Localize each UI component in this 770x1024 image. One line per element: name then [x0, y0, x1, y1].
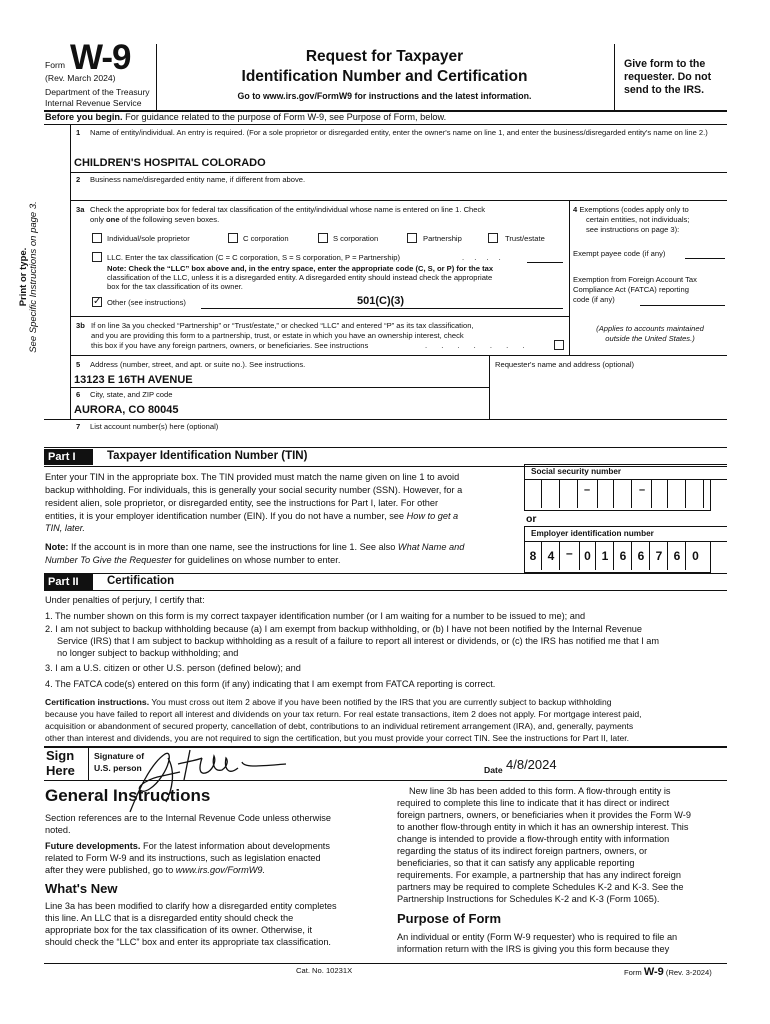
checkbox-s-corporation[interactable]	[318, 233, 328, 243]
fatca-code-field[interactable]	[640, 305, 725, 306]
gi-para1-line1: Section references are to the Internal Revenue Code unless otherwise	[45, 813, 332, 823]
part1-para-line5: TIN, later.	[45, 523, 85, 533]
right-col-line7: beneficiaries, so that it can satisfy any applicable reporting	[397, 858, 635, 868]
whats-new-line2: this line. An LLC that is a disregarded entity should check the	[45, 913, 294, 923]
perjury-intro: Under penalties of perjury, I certify that:	[45, 595, 205, 605]
line3b-number: 3b	[76, 321, 85, 330]
right-col-line9: partners may be required to complete Schedules K-2 and K-3. See the	[397, 882, 684, 892]
fatca-line2: Compliance Act (FATCA) reporting	[573, 285, 689, 294]
exempt-payee-label: Exempt payee code (if any)	[573, 249, 666, 258]
ein-digit: 0	[579, 542, 596, 570]
line6-number: 6	[76, 390, 81, 399]
or-label: or	[526, 513, 537, 525]
handwritten-signature[interactable]	[110, 742, 290, 820]
line3b-dots: . . . . . . .	[425, 341, 531, 350]
footer-form-id: Form W-9 (Rev. 3-2024)	[624, 966, 712, 978]
label-c-corporation: C corporation	[243, 234, 289, 243]
line6-label: City, state, and ZIP code	[90, 390, 173, 399]
line5-number: 5	[76, 360, 81, 369]
ein-digit: 4	[543, 542, 560, 570]
applies-line1: (Applies to accounts maintained	[596, 324, 704, 333]
part2-title: Certification	[107, 575, 175, 587]
cert-instructions-line1: Certification instructions. You must cross out item 2 above if you have been notified by the IRS that you are currently subject to backup withholding	[45, 697, 612, 707]
label-partnership: Partnership	[423, 234, 462, 243]
line5-label: Address (number, street, and apt. or suite no.). See instructions.	[90, 360, 306, 369]
future-dev-line1: Future developments. For the latest information about developments	[45, 841, 330, 851]
line3a-label2: only one of the following seven boxes.	[90, 215, 220, 224]
give-form-line1: Give form to the	[624, 58, 706, 70]
exemptions-heading: 4 Exemptions (codes apply only to	[573, 205, 689, 214]
form-title-line2: Identification Number and Certification	[241, 68, 528, 85]
other-value[interactable]: 501(C)(3)	[357, 295, 405, 307]
exemptions-text3: see instructions on page 3):	[586, 225, 680, 234]
side-instructions-label: Print or type. See Specific Instructions on page 3.	[18, 201, 39, 353]
ein-digit: 7	[651, 542, 668, 570]
label-llc: LLC. Enter the tax classification (C = C corporation, S = S corporation, P = Partnership)	[107, 253, 400, 262]
line3a-label1: Check the appropriate box for federal tax classification of the entity/individual whose name is entered on line 1. Check	[90, 205, 486, 214]
fatca-line3: code (if any)	[573, 295, 615, 304]
cert-item1: 1. The number shown on this form is my correct taxpayer identification number (or I am waiting for a number to be issued to me); and	[45, 611, 586, 621]
checkbox-trust-estate[interactable]	[488, 233, 498, 243]
cert-item2-line1: 2. I am not subject to backup withholding because (a) I am exempt from backup withholding, or (b) I have not been notified by the Internal Revenue	[45, 624, 643, 634]
checkbox-individual[interactable]	[92, 233, 102, 243]
checkbox-llc[interactable]	[92, 252, 102, 262]
line3b-text3: this box if you have any foreign partners, owners, or beneficiaries. See instructions	[91, 341, 369, 350]
cert-instructions-line4: other than interest and dividends, you are not required to sign the certification, but you must provide your correct TIN. See the instructions for Part II, later.	[45, 733, 630, 743]
right-col-line8: requirements. For example, a partnership that has any indirect foreign	[397, 870, 681, 880]
part1-note-line1: Note: If the account is in more than one name, see the instructions for line 1. See also What Name and	[45, 542, 465, 552]
cert-item2-line2: Service (IRS) that I am subject to backup withholding as a result of a failure to report all interest or dividends, or (c) the IRS has notified me that I am	[57, 636, 660, 646]
right-col-line1: New line 3b has been added to this form. A flow-through entity is	[409, 786, 671, 796]
goto-irs-link[interactable]: Go to www.irs.gov/FormW9 for instructions and the latest information.	[237, 91, 532, 101]
checkbox-c-corporation[interactable]	[228, 233, 238, 243]
here-label: Here	[46, 763, 75, 778]
cert-item2-line3: no longer subject to backup withholding; and	[57, 648, 239, 658]
line6-city-value[interactable]: AURORA, CO 80045	[74, 404, 179, 416]
right-col-line4: to another flow-through entity in which it has an ownership interest. This	[397, 822, 689, 832]
signature-label-line1: Signature of	[94, 751, 145, 761]
dept-treasury: Department of the Treasury	[45, 87, 150, 97]
purpose-line2: information return with the IRS is giving you this form because they	[397, 944, 670, 954]
purpose-of-form-heading: Purpose of Form	[397, 911, 502, 926]
cert-item3: 3. I am a U.S. citizen or other U.S. person (defined below); and	[45, 663, 301, 673]
ein-digit: 6	[615, 542, 632, 570]
part1-para-line1: Enter your TIN in the appropriate box. The TIN provided must match the name given on line 1 to avoid	[45, 472, 460, 482]
catalog-number: Cat. No. 10231X	[296, 966, 353, 975]
llc-note-line2: classification of the LLC, unless it is a disregarded entity. A disregarded entity should instead check the appropriate	[107, 273, 493, 282]
checkbox-foreign-partners[interactable]	[554, 340, 564, 350]
ein-digit: 6	[669, 542, 686, 570]
part1-para-line4: entities, it is your employer identification number (EIN). If you do not have a number, see How to get a	[45, 511, 459, 521]
part1-label: Part I	[44, 449, 93, 465]
form-title-line1: Request for Taxpayer	[305, 48, 464, 65]
signature-label-line2: U.S. person	[94, 763, 142, 773]
checkbox-partnership[interactable]	[407, 233, 417, 243]
llc-note-line1: Note: Check the “LLC” box above and, in the entry space, enter the appropriate code (C, S, or P) for the tax	[107, 264, 494, 273]
right-col-line6: regarding the status of its indirect foreign partners, owners, or	[397, 846, 648, 856]
whats-new-line4: should check the “LLC” box and enter its appropriate tax classification.	[45, 937, 331, 947]
line7-label: List account number(s) here (optional)	[90, 422, 219, 431]
llc-dots: . . . .	[462, 253, 505, 262]
checkbox-other[interactable]	[92, 297, 102, 307]
whats-new-line1: Line 3a has been modified to clarify how a disregarded entity completes	[45, 901, 337, 911]
exempt-payee-field[interactable]	[685, 258, 725, 259]
ein-digit: 1	[597, 542, 614, 570]
ein-digit: 6	[633, 542, 650, 570]
part1-note-line2: Number To Give the Requester for guidelines on whose number to enter.	[45, 555, 341, 565]
fatca-line1: Exemption from Foreign Account Tax	[573, 275, 697, 284]
date-label: Date	[484, 765, 503, 775]
future-dev-line3: after they were published, go to www.irs.gov/FormW9.	[45, 865, 266, 875]
line3b-text2: and you are providing this form to a partnership, trust, or estate in which you have an ownership interest, check	[91, 331, 464, 340]
part1-para-line3: resident alien, sole proprietor, or disregarded entity, see the instructions for Part I, later. For other	[45, 498, 439, 508]
label-other: Other (see instructions)	[107, 298, 186, 307]
label-s-corporation: S corporation	[333, 234, 379, 243]
label-individual: Individual/sole proprietor	[107, 234, 190, 243]
ssn-input[interactable]: – –	[524, 480, 711, 511]
ein-label-box: Employer identification number	[524, 526, 727, 542]
line2-label: Business name/disregarded entity name, if different from above.	[90, 175, 306, 184]
ssn-label-box: Social security number	[524, 464, 727, 480]
form-word: Form	[45, 60, 66, 70]
part2-label: Part II	[44, 574, 93, 590]
label-trust-estate: Trust/estate	[505, 234, 545, 243]
line3a-number: 3a	[76, 205, 85, 214]
checkmark-icon: ✓	[93, 296, 102, 307]
gi-para1-line2: noted.	[45, 825, 71, 835]
whats-new-heading: What's New	[45, 881, 118, 896]
right-col-line3: foreign partners, owners, or beneficiaries when it provides the Form W-9	[397, 810, 691, 820]
future-dev-line2: related to Form W-9 and its instructions, such as legislation enacted	[45, 853, 321, 863]
line2-number: 2	[76, 175, 81, 184]
sign-label: Sign	[46, 748, 75, 763]
date-value[interactable]: 4/8/2024	[506, 757, 557, 772]
part1-title: Taxpayer Identification Number (TIN)	[107, 450, 308, 462]
rev-date: (Rev. March 2024)	[45, 73, 116, 83]
ein-input[interactable]	[524, 542, 711, 573]
right-col-line2: required to complete this line to indicate that it has direct or indirect	[397, 798, 670, 808]
right-col-line5: change is intended to provide a flow-through entity with information	[397, 834, 670, 844]
line7-number: 7	[76, 422, 81, 431]
dept-irs: Internal Revenue Service	[45, 98, 142, 108]
give-form-line2: requester. Do not	[624, 71, 712, 83]
llc-code-field[interactable]	[527, 262, 563, 263]
before-you-begin: Before you begin. For guidance related to the purpose of Form W-9, see Purpose of Form, below.	[45, 112, 447, 122]
applies-line2: outside the United States.)	[605, 334, 695, 343]
line1-name-value[interactable]: CHILDREN'S HOSPITAL COLORADO	[74, 157, 266, 169]
give-form-line3: send to the IRS.	[624, 84, 705, 96]
ein-digit: 8	[525, 542, 542, 570]
ein-dash: –	[566, 546, 573, 560]
whats-new-line3: appropriate box for the tax classification of its owner. Otherwise, it	[45, 925, 313, 935]
part1-para-line2: backup withholding. For individuals, this is generally your social security number (SSN). However, for a	[45, 485, 463, 495]
line1-number: 1	[76, 128, 81, 137]
purpose-line1: An individual or entity (Form W-9 requester) who is required to file an	[397, 932, 678, 942]
exemptions-text2: certain entities, not individuals;	[586, 215, 690, 224]
general-instructions-heading: General Instructions	[45, 786, 211, 805]
line3b-text1: If on line 3a you checked “Partnership” or “Trust/estate,” or checked “LLC” and entered “P” as its tax classification,	[91, 321, 474, 330]
right-col-line10: Partnership Instructions for Schedules K-2 and K-3 (Form 1065).	[397, 894, 660, 904]
line5-address-value[interactable]: 13123 E 16TH AVENUE	[74, 374, 193, 386]
form-number: W-9	[70, 38, 131, 77]
llc-note-line3: box for the tax classification of its owner.	[107, 282, 243, 291]
line1-label: Name of entity/individual. An entry is required. (For a sole proprietor or disregarded entity, enter the owner's name on line 1, and enter the business/disregarded entity's name on line 2.)	[90, 128, 708, 137]
requester-label: Requester's name and address (optional)	[495, 360, 635, 369]
cert-instructions-line2: because you have failed to report all interest and dividends on your tax return. For real estate transactions, item 2 does not apply. For mortgage interest paid,	[45, 709, 642, 719]
cert-item4: 4. The FATCA code(s) entered on this form (if any) indicating that I am exempt from FATCA reporting is correct.	[45, 679, 496, 689]
cert-instructions-line3: acquisition or abandonment of secured property, cancellation of debt, contributions to an individual retirement arrangement (IRA), and, generally, payments	[45, 721, 634, 731]
ein-digit: 0	[692, 549, 699, 563]
